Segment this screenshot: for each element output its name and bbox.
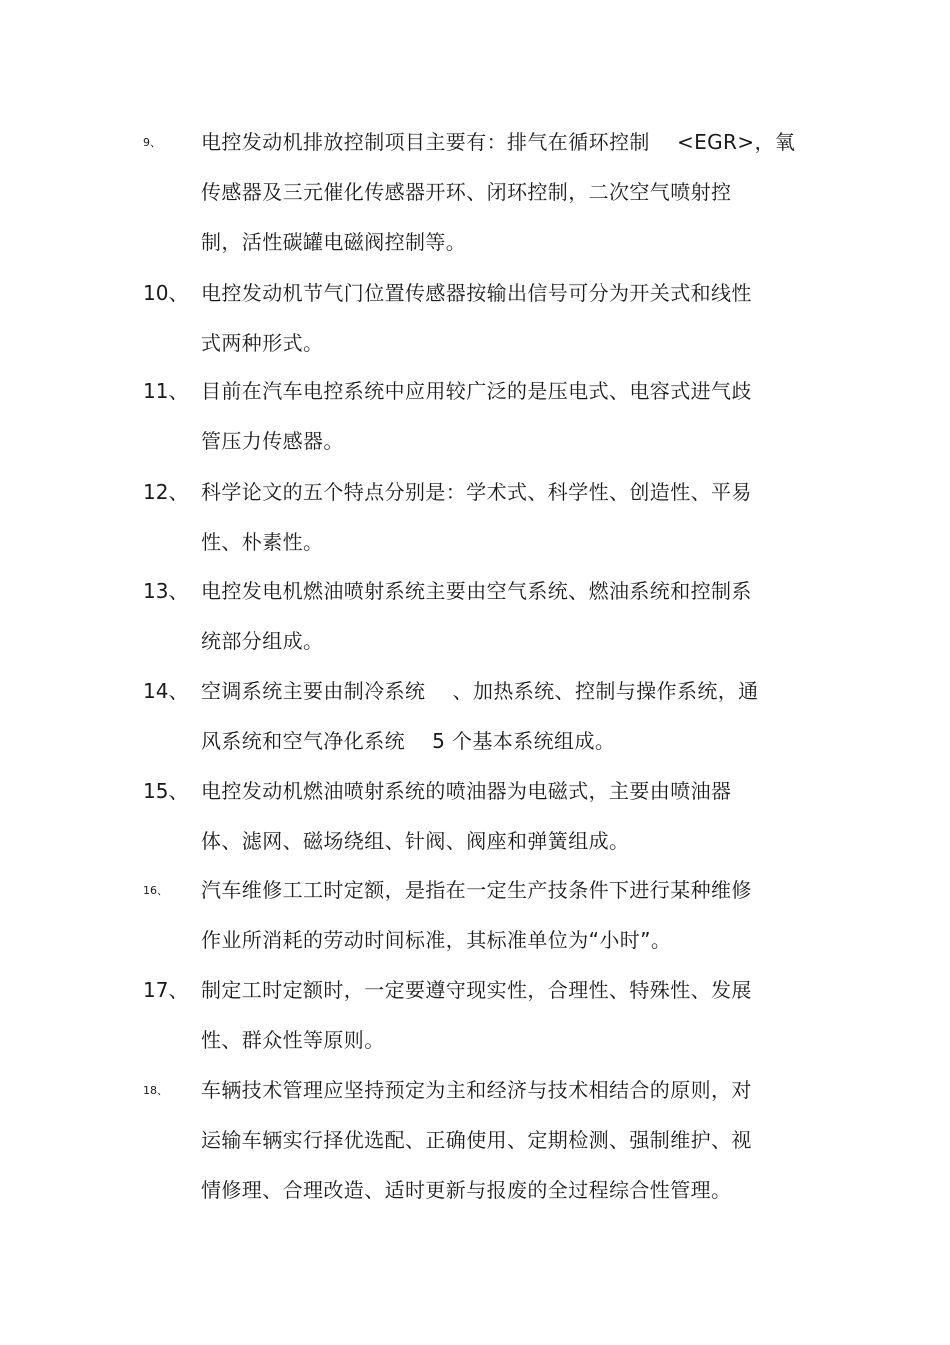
item-number: 17、 — [143, 978, 189, 1002]
item-text-line: 制，活性碳罐电磁阀控制等。 — [201, 230, 467, 254]
item-text-line: 运输车辆实行择优选配、正确使用、定期检测、强制维护、视 — [201, 1128, 752, 1152]
item-text-line: 风系统和空气净化系统 5 个基本系统组成。 — [201, 729, 616, 753]
item-text-line: 管压力传感器。 — [201, 429, 344, 453]
item-text-line: 车辆技术管理应坚持预定为主和经济与技术相结合的原则，对 — [201, 1078, 752, 1102]
item-text-line: 制定工时定额时，一定要遵守现实性，合理性、特殊性、发展 — [201, 978, 752, 1002]
item-number: 10、 — [143, 281, 189, 305]
item-text-line: 体、滤网、磁场绕组、针阀、阀座和弹簧组成。 — [201, 829, 630, 853]
item-text-line: 传感器及三元催化传感器开环、闭环控制，二次空气喷射控 — [201, 180, 732, 204]
item-text-line: 性、群众性等原则。 — [201, 1028, 385, 1052]
item-text-line: 性、朴素性。 — [201, 530, 324, 554]
item-text-line: 目前在汽车电控系统中应用较广泛的是压电式、电容式进气歧 — [201, 379, 752, 403]
item-number: 12、 — [143, 480, 189, 504]
item-text-line: 统部分组成。 — [201, 629, 324, 653]
item-text-line: 电控发动机排放控制项目主要有：排气在循环控制 <EGR>，氧 — [201, 130, 796, 154]
item-text-line: 电控发电机燃油喷射系统主要由空气系统、燃油系统和控制系 — [201, 579, 752, 603]
item-number: 18、 — [143, 1084, 168, 1097]
item-text-line: 电控发动机燃油喷射系统的喷油器为电磁式，主要由喷油器 — [201, 779, 732, 803]
item-text-line: 作业所消耗的劳动时间标准，其标准单位为“小时”。 — [201, 928, 672, 952]
item-text-line: 式两种形式。 — [201, 331, 324, 355]
item-text-line: 空调系统主要由制冷系统 、加热系统、控制与操作系统，通 — [201, 679, 759, 703]
item-text-line: 汽车维修工工时定额，是指在一定生产技条件下进行某种维修 — [201, 878, 752, 902]
item-number: 16、 — [143, 884, 168, 897]
item-number: 13、 — [143, 579, 189, 603]
item-number: 15、 — [143, 779, 189, 803]
item-number: 14、 — [143, 679, 189, 703]
item-text-line: 情修理、合理改造、适时更新与报废的全过程综合性管理。 — [201, 1178, 732, 1202]
item-text-line: 科学论文的五个特点分别是：学术式、科学性、创造性、平易 — [201, 480, 752, 504]
item-number: 9、 — [143, 136, 161, 149]
item-text-line: 电控发动机节气门位置传感器按输出信号可分为开关式和线性 — [201, 281, 752, 305]
item-number: 11、 — [143, 379, 189, 403]
